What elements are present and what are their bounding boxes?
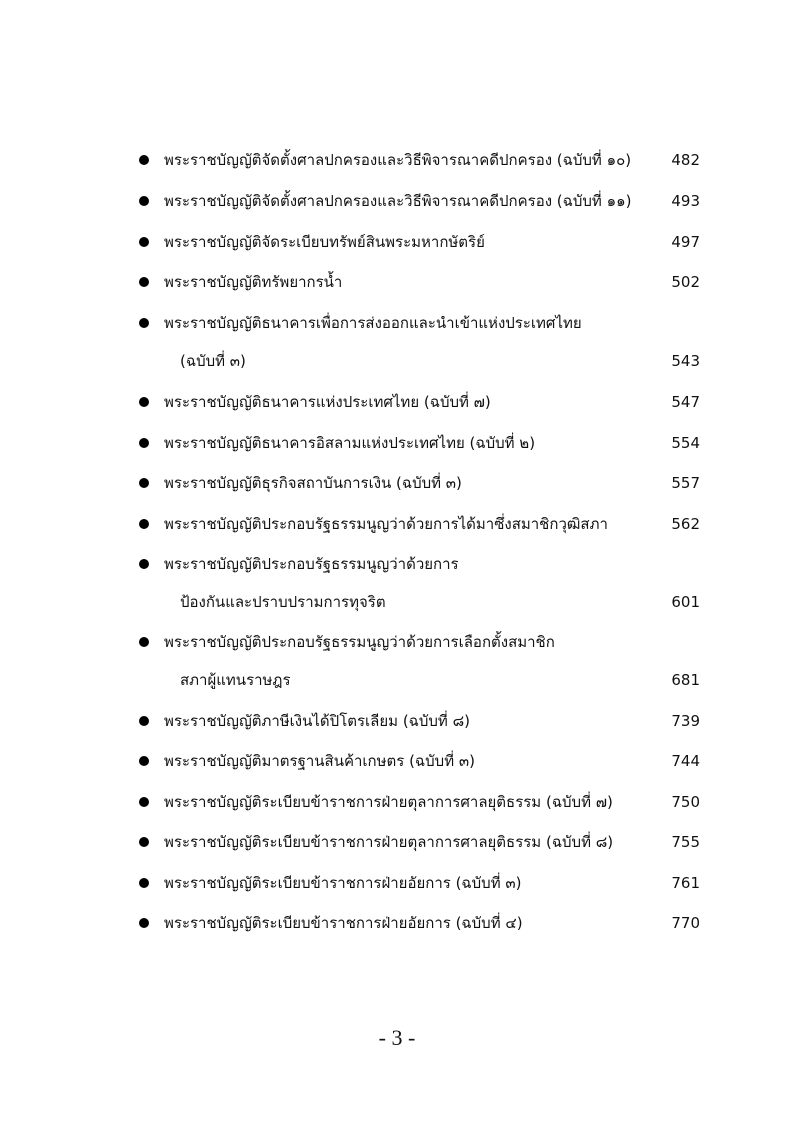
entry-page-number: 543: [671, 352, 700, 370]
entry-page-number: 493: [671, 192, 700, 210]
entry-page-number: 554: [671, 434, 700, 452]
entry-title: พระราชบัญญัติระเบียบข้าราชการฝ่ายตุลาการศาลยุติธรรม (ฉบับที่ ๗): [164, 793, 613, 811]
entry-page-number: 755: [671, 833, 700, 851]
entry-page-number: 750: [671, 793, 700, 811]
bullet-icon: [139, 478, 149, 488]
entry-page-number: 562: [671, 515, 700, 533]
bullet-icon: [139, 318, 149, 328]
entry-title-continuation: (ฉบับที่ ๓): [180, 352, 246, 370]
entry-title: พระราชบัญญัติระเบียบข้าราชการฝ่ายอัยการ (ฉบับที่ ๔): [164, 914, 523, 932]
bullet-icon: [139, 797, 149, 807]
bullet-icon: [139, 519, 149, 529]
bullet-icon: [139, 837, 149, 847]
entry-page-number: 681: [671, 671, 700, 689]
entry-title: พระราชบัญญัติจัดระเบียบทรัพย์สินพระมหากษัตริย์: [164, 233, 485, 251]
entry-page-number: 482: [671, 151, 700, 169]
bullet-icon: [139, 438, 149, 448]
entry-title: พระราชบัญญัติจัดตั้งศาลปกครองและวิธีพิจารณาคดีปกครอง (ฉบับที่ ๑๑): [164, 192, 632, 210]
entry-title: พระราชบัญญัติธนาคารแห่งประเทศไทย (ฉบับที่ ๗): [164, 393, 491, 411]
bullet-icon: [139, 277, 149, 287]
entry-title-continuation: สภาผู้แทนราษฎร: [180, 671, 291, 689]
entry-page-number: 770: [671, 914, 700, 932]
entry-title: พระราชบัญญัติประกอบรัฐธรรมนูญว่าด้วยการได้มาซึ่งสมาชิกวุฒิสภา: [164, 515, 608, 533]
entry-title: พระราชบัญญัติประกอบรัฐธรรมนูญว่าด้วยการ: [164, 555, 459, 573]
bullet-icon: [139, 397, 149, 407]
entry-title: พระราชบัญญัติจัดตั้งศาลปกครองและวิธีพิจารณาคดีปกครอง (ฉบับที่ ๑๐): [164, 151, 632, 169]
bullet-icon: [139, 237, 149, 247]
entry-title-continuation: ป้องกันและปราบปรามการทุจริต: [180, 593, 386, 611]
entry-page-number: 744: [671, 752, 700, 770]
bullet-icon: [139, 196, 149, 206]
page-number-footer: - 3 -: [378, 1025, 416, 1050]
entry-title: พระราชบัญญัติธุรกิจสถาบันการเงิน (ฉบับที่ ๓): [164, 474, 462, 492]
entry-title: พระราชบัญญัติระเบียบข้าราชการฝ่ายอัยการ (ฉบับที่ ๓): [164, 874, 522, 892]
entry-title: พระราชบัญญัติภาษีเงินได้ปิโตรเลียม (ฉบับที่ ๘): [164, 712, 471, 730]
entry-page-number: 497: [671, 233, 700, 251]
entry-title: พระราชบัญญัติธนาคารอิสลามแห่งประเทศไทย (ฉบับที่ ๒): [164, 434, 536, 452]
entry-page-number: 502: [671, 273, 700, 291]
entry-page-number: 761: [671, 874, 700, 892]
entry-title: พระราชบัญญัติมาตรฐานสินค้าเกษตร (ฉบับที่ ๓): [164, 752, 475, 770]
entry-page-number: 739: [671, 712, 700, 730]
bullet-icon: [139, 559, 149, 569]
entry-page-number: 547: [671, 393, 700, 411]
entry-title: พระราชบัญญัติระเบียบข้าราชการฝ่ายตุลาการศาลยุติธรรม (ฉบับที่ ๘): [164, 833, 614, 851]
bullet-icon: [139, 716, 149, 726]
bullet-icon: [139, 918, 149, 928]
entry-page-number: 557: [671, 474, 700, 492]
entry-title: พระราชบัญญัติประกอบรัฐธรรมนูญว่าด้วยการเลือกตั้งสมาชิก: [164, 633, 555, 651]
bullet-icon: [139, 637, 149, 647]
bullet-icon: [139, 155, 149, 165]
bullet-icon: [139, 756, 149, 766]
entry-title: พระราชบัญญัติทรัพยากรน้ำ: [164, 273, 343, 291]
entry-title: พระราชบัญญัติธนาคารเพื่อการส่งออกและนำเข้าแห่งประเทศไทย: [164, 314, 582, 332]
entry-page-number: 601: [671, 593, 700, 611]
bullet-icon: [139, 878, 149, 888]
